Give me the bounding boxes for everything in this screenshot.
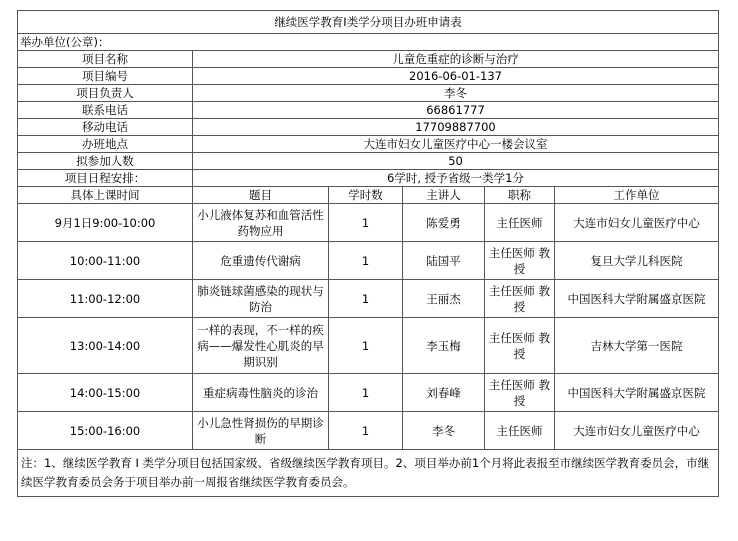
- schedule-topic: 重症病毒性脑炎的诊治: [193, 374, 329, 412]
- field-value-project-name: 儿童危重症的诊断与治疗: [193, 51, 719, 68]
- schedule-speaker: 陆国平: [403, 242, 485, 280]
- schedule-time: 13:00-14:00: [18, 318, 193, 374]
- schedule-speaker: 陈爱勇: [403, 204, 485, 242]
- schedule-unit: 大连市妇女儿童医疗中心: [555, 204, 719, 242]
- form-note: 注：1、继续医学教育 I 类学分项目包括国家级、省级继续医学教育项目。2、项目举办前1个月将此表报至市继续医学教育委员会，市继续医学教育委员会务于项目举办前一周报省继续医学教育委员会。: [18, 450, 719, 497]
- field-label-mobile: 移动电话: [18, 119, 193, 136]
- schedule-title: 主任医师: [485, 412, 555, 450]
- field-value-participants: 50: [193, 153, 719, 170]
- schedule-row: [18, 412, 719, 450]
- header-hours: 学时数: [329, 187, 403, 204]
- schedule-header-row: [18, 187, 719, 204]
- schedule-unit: 大连市妇女儿童医疗中心: [555, 412, 719, 450]
- field-row: [18, 170, 719, 187]
- schedule-time: 10:00-11:00: [18, 242, 193, 280]
- header-unit: 工作单位: [555, 187, 719, 204]
- field-value-mobile: 17709887700: [193, 119, 719, 136]
- schedule-time: 11:00-12:00: [18, 280, 193, 318]
- schedule-row: [18, 374, 719, 412]
- field-row: [18, 85, 719, 102]
- field-value-schedule: 6学时, 授予省级一类学1分: [193, 170, 719, 187]
- schedule-hours: 1: [329, 374, 403, 412]
- schedule-unit: 吉林大学第一医院: [555, 318, 719, 374]
- schedule-topic: 肺炎链球菌感染的现状与防治: [193, 280, 329, 318]
- schedule-title: 主任医师 教授: [485, 242, 555, 280]
- schedule-speaker: 刘春峰: [403, 374, 485, 412]
- application-form-table: [17, 10, 719, 497]
- field-label-project-leader: 项目负责人: [18, 85, 193, 102]
- schedule-speaker: 李冬: [403, 412, 485, 450]
- schedule-title: 主任医师 教授: [485, 374, 555, 412]
- schedule-unit: 中国医科大学附属盛京医院: [555, 280, 719, 318]
- schedule-time: 14:00-15:00: [18, 374, 193, 412]
- schedule-hours: 1: [329, 318, 403, 374]
- schedule-hours: 1: [329, 242, 403, 280]
- schedule-topic: 小儿急性肾损伤的早期诊断: [193, 412, 329, 450]
- schedule-unit: 复旦大学儿科医院: [555, 242, 719, 280]
- field-row: [18, 68, 719, 85]
- field-row: [18, 51, 719, 68]
- schedule-hours: 1: [329, 412, 403, 450]
- field-label-schedule: 项目日程安排：: [18, 170, 193, 187]
- schedule-time: 15:00-16:00: [18, 412, 193, 450]
- schedule-topic: 危重遗传代谢病: [193, 242, 329, 280]
- field-row: [18, 102, 719, 119]
- schedule-topic: 一样的表现，不一样的疾病——爆发性心肌炎的早期识别: [193, 318, 329, 374]
- field-value-location: 大连市妇女儿童医疗中心一楼会议室: [193, 136, 719, 153]
- schedule-topic: 小儿液体复苏和血管活性药物应用: [193, 204, 329, 242]
- schedule-title: 主任医师 教授: [485, 280, 555, 318]
- schedule-row: [18, 242, 719, 280]
- field-value-project-leader: 李冬: [193, 85, 719, 102]
- schedule-title: 主任医师: [485, 204, 555, 242]
- schedule-speaker: 李玉梅: [403, 318, 485, 374]
- header-title: 职称: [485, 187, 555, 204]
- field-value-phone: 66861777: [193, 102, 719, 119]
- field-label-location: 办班地点: [18, 136, 193, 153]
- form-title: 继续医学教育I类学分项目办班申请表: [18, 11, 719, 34]
- field-label-phone: 联系电话: [18, 102, 193, 119]
- organizer-label: 举办单位(公章)：: [18, 34, 719, 51]
- field-row: [18, 153, 719, 170]
- schedule-time: 9月1日9:00-10:00: [18, 204, 193, 242]
- field-label-project-name: 项目名称: [18, 51, 193, 68]
- schedule-hours: 1: [329, 204, 403, 242]
- schedule-row: [18, 318, 719, 374]
- schedule-title: 主任医师 教授: [485, 318, 555, 374]
- field-row: [18, 119, 719, 136]
- field-value-project-number: 2016-06-01-137: [193, 68, 719, 85]
- field-label-project-number: 项目编号: [18, 68, 193, 85]
- header-topic: 题目: [193, 187, 329, 204]
- schedule-speaker: 王丽杰: [403, 280, 485, 318]
- schedule-row: [18, 204, 719, 242]
- header-time: 具体上课时间: [18, 187, 193, 204]
- schedule-unit: 中国医科大学附属盛京医院: [555, 374, 719, 412]
- field-row: [18, 136, 719, 153]
- header-speaker: 主讲人: [403, 187, 485, 204]
- field-label-participants: 拟参加人数: [18, 153, 193, 170]
- schedule-hours: 1: [329, 280, 403, 318]
- schedule-row: [18, 280, 719, 318]
